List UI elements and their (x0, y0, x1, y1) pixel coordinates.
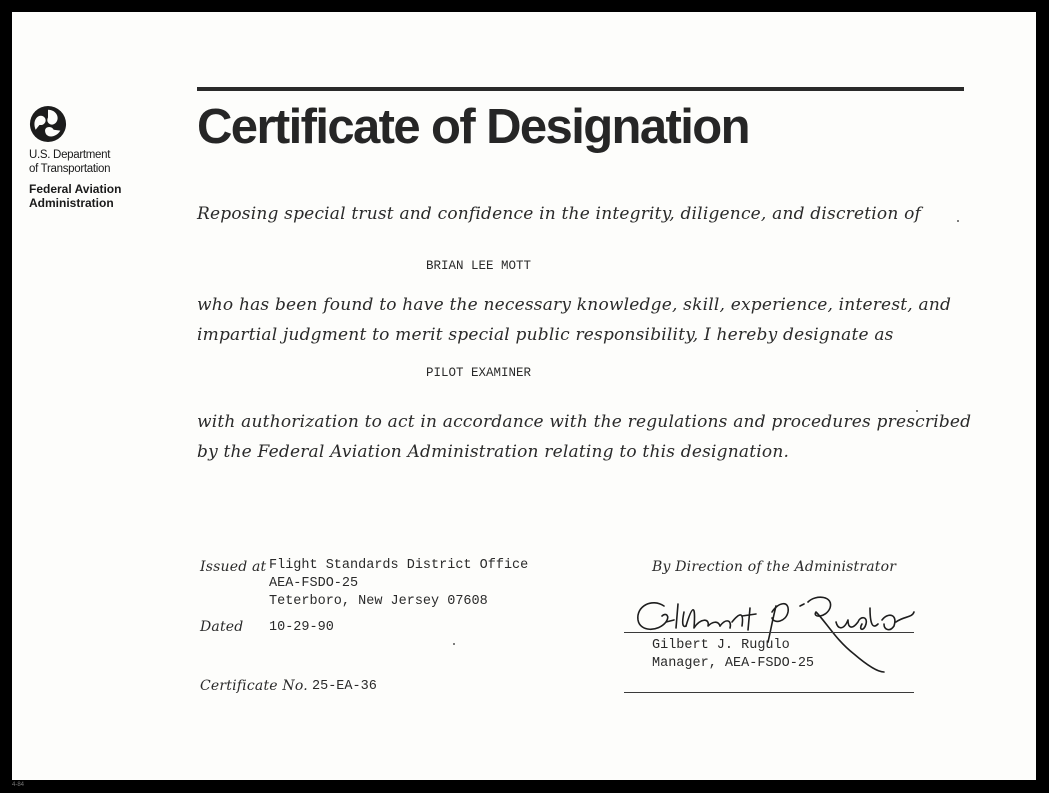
administration-name (29, 182, 121, 210)
qualification-line-2: impartial judgment to merit special public responsibility, I hereby designate as (197, 325, 894, 345)
issuing-office-line-3: Teterboro, New Jersey 07608 (269, 594, 488, 609)
speck (453, 643, 455, 645)
intro-text: Reposing special trust and confidence in the integrity, diligence, and discretion of (197, 204, 922, 224)
authorization-line-2: by the Federal Aviation Administration relating to this designation. (197, 442, 790, 462)
signer-title: Manager, AEA-FSDO-25 (652, 656, 815, 671)
administration-line-2: Administration (29, 196, 114, 210)
issuing-office-line-1: Flight Standards District Office (269, 558, 529, 573)
signer-name: Gilbert J. Rugulo (652, 638, 790, 653)
certificate-number: 25-EA-36 (312, 679, 377, 694)
form-number: 4-84 (12, 782, 25, 788)
department-line-2: of Transportation (29, 162, 111, 175)
speck (957, 220, 959, 222)
department-name (29, 149, 110, 176)
bottom-rule (624, 692, 914, 693)
department-line-1: U.S. Department (29, 149, 111, 161)
issuing-office-line-2: AEA-FSDO-25 (269, 576, 359, 591)
title-rule (197, 87, 964, 91)
dot-triskelion-icon (29, 105, 67, 143)
authorization-line-1: with authorization to act in accordance with the regulations and procedures prescribed (197, 412, 972, 432)
certificate-title: Certificate of Designation (197, 100, 749, 154)
designee-name: BRIAN LEE MOTT (426, 259, 532, 273)
signature-line (624, 632, 914, 633)
certificate-paper (12, 12, 1036, 788)
speck (916, 410, 918, 412)
issue-date: 10-29-90 (269, 620, 334, 635)
designation: PILOT EXAMINER (426, 366, 532, 380)
direction-label: By Direction of the Administrator (652, 559, 897, 575)
issued-at-label: Issued at (200, 559, 267, 575)
administration-line-1: Federal Aviation (29, 182, 122, 196)
dated-label: Dated (200, 619, 244, 635)
certificate-number-label: Certificate No. (200, 678, 308, 694)
qualification-line-1: who has been found to have the necessary knowledge, skill, experience, interest, and (197, 295, 952, 315)
